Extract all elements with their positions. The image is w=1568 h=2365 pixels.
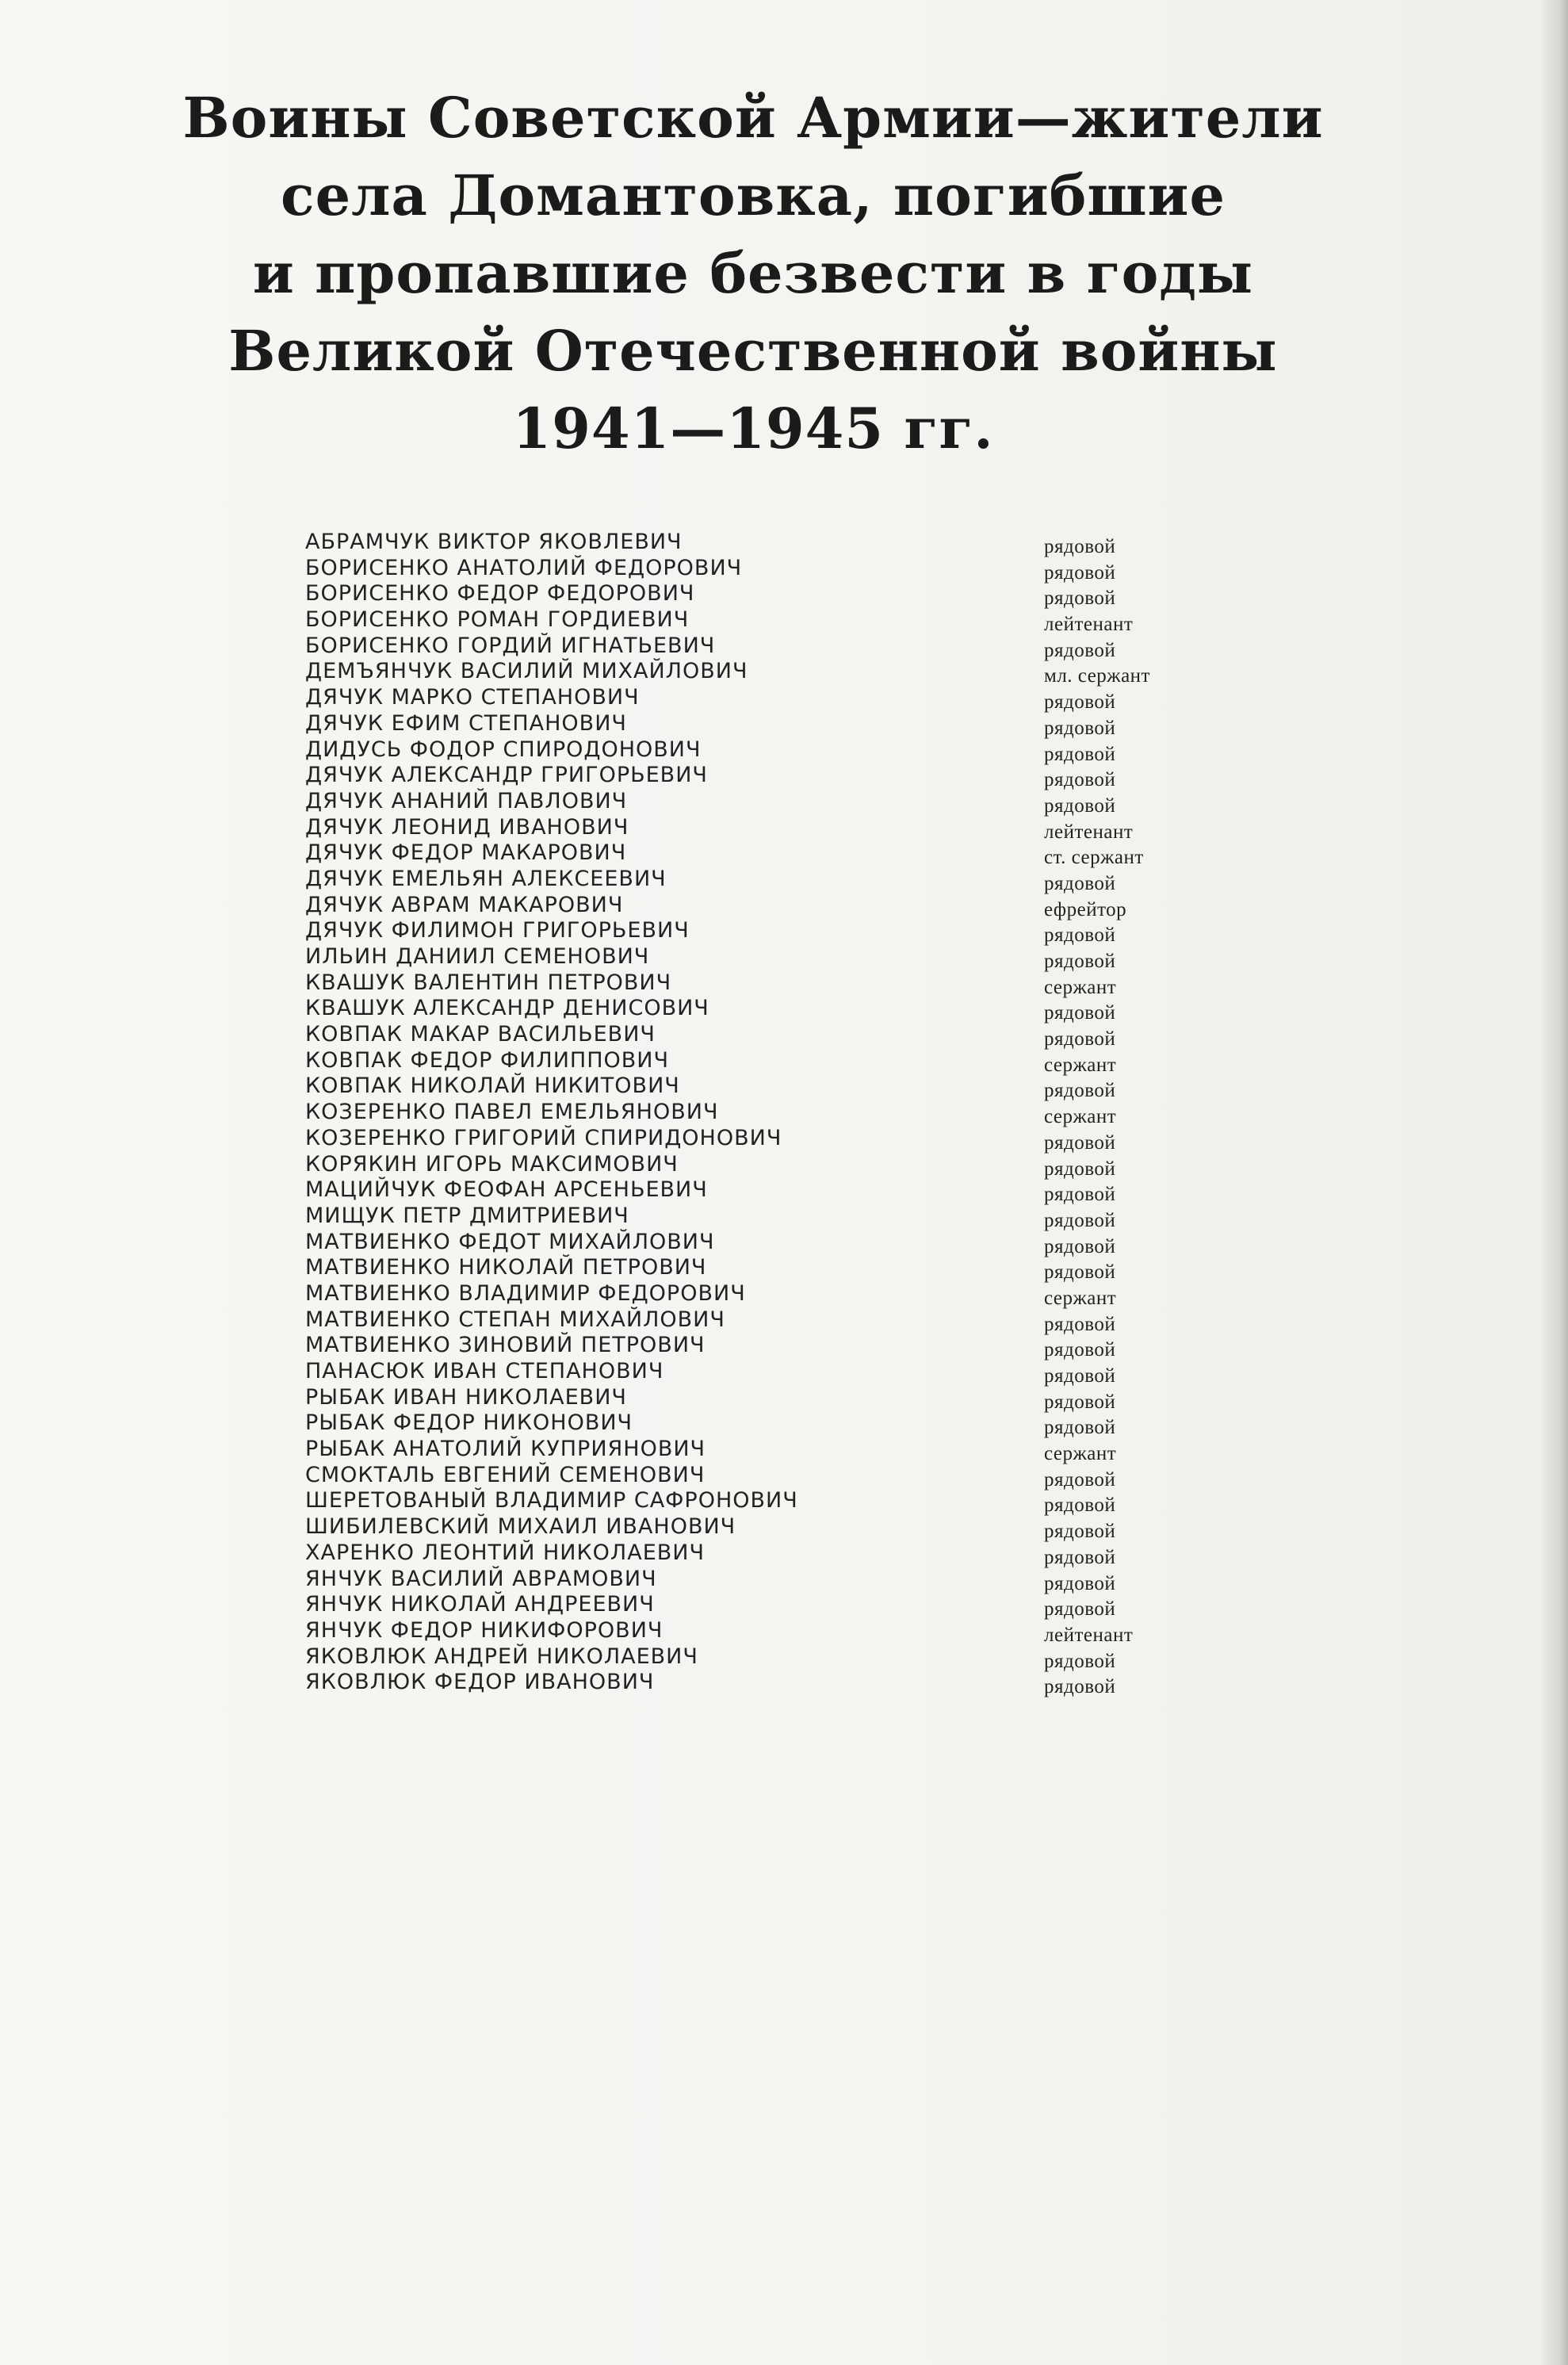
soldier-rank: сержант	[1044, 1106, 1117, 1128]
soldier-rank: рядовой	[1044, 1546, 1116, 1568]
list-item	[305, 1359, 1217, 1385]
list-item	[305, 1100, 1217, 1126]
soldier-name: ДЯЧУК МАРКО СТЕПАНОВИЧ	[305, 685, 640, 710]
list-item	[305, 633, 1217, 660]
soldier-rank: рядовой	[1044, 872, 1116, 894]
soldier-name: ДЯЧУК АНАНИЙ ПАВЛОВИЧ	[305, 788, 628, 813]
list-item	[305, 970, 1217, 997]
soldier-name: КОРЯКИН ИГОРЬ МАКСИМОВИЧ	[305, 1151, 679, 1177]
list-item	[305, 1567, 1217, 1593]
soldier-rank: ст. сержант	[1044, 847, 1144, 869]
soldier-rank: рядовой	[1044, 1184, 1116, 1206]
soldier-rank: лейтенант	[1044, 614, 1134, 636]
soldier-name: ЯКОВЛЮК ФЕДОР ИВАНОВИЧ	[305, 1670, 655, 1695]
list-item	[305, 1281, 1217, 1307]
soldier-name: РЫБАК АНАТОЛИЙ КУПРИЯНОВИЧ	[305, 1437, 706, 1462]
soldier-name: МАТВИЕНКО СТЕПАН МИХАЙЛОВИЧ	[305, 1307, 725, 1332]
list-item	[305, 789, 1217, 815]
list-item	[305, 1333, 1217, 1359]
list-item	[305, 1592, 1217, 1621]
soldier-name: ЯНЧУК НИКОЛАЙ АНДРЕЕВИЧ	[305, 1592, 655, 1617]
title-line: Великой Отечественной войны	[228, 318, 1278, 384]
soldier-rank: рядовой	[1044, 1028, 1116, 1050]
list-item	[305, 1514, 1217, 1543]
soldier-rank: мл. сержант	[1044, 665, 1150, 687]
soldier-name: БОРИСЕНКО ФЕДОР ФЕДОРОВИЧ	[305, 581, 695, 607]
soldier-rank: рядовой	[1044, 1676, 1116, 1698]
soldier-name: ХАРЕНКО ЛЕОНТИЙ НИКОЛАЕВИЧ	[305, 1540, 705, 1565]
list-item	[305, 918, 1217, 947]
soldier-rank: рядовой	[1044, 1209, 1116, 1231]
soldier-rank: рядовой	[1044, 1080, 1116, 1102]
soldier-rank: рядовой	[1044, 951, 1116, 972]
soldier-rank: сержант	[1044, 1443, 1117, 1465]
soldier-rank: рядовой	[1044, 1417, 1116, 1439]
soldier-name: ДЯЧУК ФЕДОР МАКАРОВИЧ	[305, 840, 627, 866]
list-item	[305, 1437, 1217, 1463]
list-item	[305, 1410, 1217, 1437]
list-item	[305, 659, 1217, 685]
list-item	[305, 1204, 1217, 1230]
soldier-name: МАТВИЕНКО ФЕДОТ МИХАЙЛОВИЧ	[305, 1229, 715, 1254]
soldier-rank: рядовой	[1044, 1002, 1116, 1024]
list-item	[305, 556, 1217, 582]
page-edge-shadow	[1539, 0, 1568, 2365]
soldier-name: ДИДУСЬ ФОДОР СПИРОДОНОВИЧ	[305, 737, 702, 762]
list-item	[305, 607, 1217, 636]
soldier-name: ЯКОВЛЮК АНДРЕЙ НИКОЛАЕВИЧ	[305, 1644, 698, 1669]
soldier-rank: рядовой	[1044, 639, 1116, 661]
list-item	[305, 1488, 1217, 1517]
soldier-rank: сержант	[1044, 976, 1117, 998]
soldier-name: КВАШУК АЛЕКСАНДР ДЕНИСОВИЧ	[305, 996, 709, 1021]
soldier-rank: рядовой	[1044, 794, 1116, 817]
soldier-rank: рядовой	[1044, 743, 1116, 765]
soldier-rank: рядовой	[1044, 717, 1116, 739]
soldier-name: ДЕМЪЯНЧУК ВАСИЛИЙ МИХАЙЛОВИЧ	[305, 659, 748, 684]
soldier-name: ДЯЧУК АВРАМ МАКАРОВИЧ	[305, 892, 624, 917]
list-item	[305, 1670, 1217, 1696]
list-item	[305, 1463, 1217, 1489]
soldier-name: ДЯЧУК АЛЕКСАНДР ГРИГОРЬЕВИЧ	[305, 763, 708, 788]
list-item	[305, 1177, 1217, 1204]
soldier-rank: рядовой	[1044, 1313, 1116, 1335]
list-item	[305, 1385, 1217, 1411]
list-item	[305, 1152, 1217, 1178]
list-item	[305, 1307, 1217, 1334]
list-item	[305, 1126, 1217, 1152]
soldier-rank: рядовой	[1044, 1650, 1116, 1672]
title-line: и пропавшие безвести в годы	[252, 240, 1254, 306]
soldier-name: ЯНЧУК ФЕДОР НИКИФОРОВИЧ	[305, 1617, 664, 1643]
soldier-rank: рядовой	[1044, 1572, 1116, 1594]
list-item	[305, 737, 1217, 763]
soldier-rank: рядовой	[1044, 1339, 1116, 1361]
soldier-rank: рядовой	[1044, 1468, 1116, 1491]
title-line: Воины Советской Армии—жители	[182, 85, 1324, 151]
soldier-name: АБРАМЧУК ВИКТОР ЯКОВЛЕВИЧ	[305, 530, 683, 554]
soldier-rank: рядовой	[1044, 1365, 1116, 1387]
list-item	[305, 867, 1217, 893]
soldier-name: ШИБИЛЕВСКИЙ МИХАИЛ ИВАНОВИЧ	[305, 1514, 736, 1540]
list-item	[305, 1022, 1217, 1048]
soldier-name: КОВПАК НИКОЛАЙ НИКИТОВИЧ	[305, 1073, 680, 1099]
soldier-name: КОВПАК МАКАР ВАСИЛЬЕВИЧ	[305, 1022, 656, 1047]
soldier-name: БОРИСЕНКО АНАТОЛИЙ ФЕДОРОВИЧ	[305, 555, 743, 580]
soldier-rank: лейтенант	[1044, 821, 1134, 843]
title-line: села Домантовка, погибшие	[280, 163, 1226, 228]
title-years: 1941—1945 гг.	[512, 396, 994, 461]
list-item	[305, 581, 1217, 610]
soldier-name: ИЛЬИН ДАНИИЛ СЕМЕНОВИЧ	[305, 944, 650, 969]
list-item	[305, 530, 1217, 556]
soldier-name: МАЦИЙЧУК ФЕОФАН АРСЕНЬЕВИЧ	[305, 1177, 708, 1203]
soldier-rank: ефрейтор	[1044, 898, 1127, 920]
soldier-name: МИЩУК ПЕТР ДМИТРИЕВИЧ	[305, 1203, 629, 1228]
soldier-rank: рядовой	[1044, 1261, 1116, 1284]
soldier-rank: рядовой	[1044, 1391, 1116, 1413]
soldier-name: СМОКТАЛЬ ЕВГЕНИЙ СЕМЕНОВИЧ	[305, 1462, 706, 1487]
list-item	[305, 1073, 1217, 1100]
soldier-name: КОЗЕРЕНКО ПАВЕЛ ЕМЕЛЬЯНОВИЧ	[305, 1100, 719, 1125]
soldier-rank: рядовой	[1044, 1521, 1116, 1543]
soldier-name: МАТВИЕНКО ВЛАДИМИР ФЕДОРОВИЧ	[305, 1280, 746, 1306]
soldier-rank: рядовой	[1044, 769, 1116, 791]
list-item	[305, 763, 1217, 789]
soldier-rank: сержант	[1044, 1054, 1117, 1076]
soldier-rank: рядовой	[1044, 924, 1116, 947]
soldier-name: РЫБАК ИВАН НИКОЛАЕВИЧ	[305, 1384, 627, 1410]
list-item	[305, 815, 1217, 841]
soldier-name: ДЯЧУК ЕФИМ СТЕПАНОВИЧ	[305, 710, 627, 736]
soldier-name: БОРИСЕНКО РОМАН ГОРДИЕВИЧ	[305, 607, 690, 633]
soldier-name: КВАШУК ВАЛЕНТИН ПЕТРОВИЧ	[305, 970, 672, 995]
list-item	[305, 1644, 1217, 1670]
soldier-name: РЫБАК ФЕДОР НИКОНОВИЧ	[305, 1410, 633, 1436]
list-item	[305, 711, 1217, 737]
soldier-name: ДЯЧУК ЕМЕЛЬЯН АЛЕКСЕЕВИЧ	[305, 866, 667, 891]
soldier-name: ПАНАСЮК ИВАН СТЕПАНОВИЧ	[305, 1359, 664, 1383]
soldier-rank: рядовой	[1044, 1131, 1116, 1154]
soldier-rank: рядовой	[1044, 561, 1116, 584]
soldier-name: МАТВИЕНКО ЗИНОВИЙ ПЕТРОВИЧ	[305, 1333, 706, 1358]
soldier-name: КОВПАК ФЕДОР ФИЛИППОВИЧ	[305, 1047, 670, 1073]
soldier-rank: рядовой	[1044, 1158, 1116, 1180]
soldier-name: ДЯЧУК ФИЛИМОН ГРИГОРЬЕВИЧ	[305, 918, 690, 943]
list-item	[305, 1540, 1217, 1567]
list-item	[305, 1255, 1217, 1284]
page-title	[159, 79, 1348, 468]
soldier-rank: рядовой	[1044, 1598, 1116, 1621]
list-item	[305, 685, 1217, 714]
soldier-name: ШЕРЕТОВАНЫЙ ВЛАДИМИР САФРОНОВИЧ	[305, 1488, 798, 1514]
soldier-rank: рядовой	[1044, 587, 1116, 610]
soldier-name: КОЗЕРЕНКО ГРИГОРИЙ СПИРИДОНОВИЧ	[305, 1125, 782, 1150]
soldier-name: БОРИСЕНКО ГОРДИЙ ИГНАТЬЕВИЧ	[305, 633, 716, 658]
list-item	[305, 1618, 1217, 1644]
list-item	[305, 944, 1217, 970]
list-item	[305, 1048, 1217, 1074]
list-item	[305, 996, 1217, 1022]
soldier-list	[305, 530, 1217, 1696]
list-item	[305, 893, 1217, 919]
soldier-rank: рядовой	[1044, 691, 1116, 714]
soldier-name: ДЯЧУК ЛЕОНИД ИВАНОВИЧ	[305, 814, 629, 840]
soldier-name: МАТВИЕНКО НИКОЛАЙ ПЕТРОВИЧ	[305, 1255, 707, 1280]
soldier-name: ЯНЧУК ВАСИЛИЙ АВРАМОВИЧ	[305, 1566, 657, 1591]
soldier-rank: рядовой	[1044, 1494, 1116, 1517]
soldier-rank: рядовой	[1044, 1235, 1116, 1257]
soldier-rank: сержант	[1044, 1287, 1117, 1309]
list-item	[305, 1230, 1217, 1256]
soldier-rank: лейтенант	[1044, 1624, 1134, 1646]
list-item	[305, 840, 1217, 867]
soldier-rank: рядовой	[1044, 536, 1116, 557]
